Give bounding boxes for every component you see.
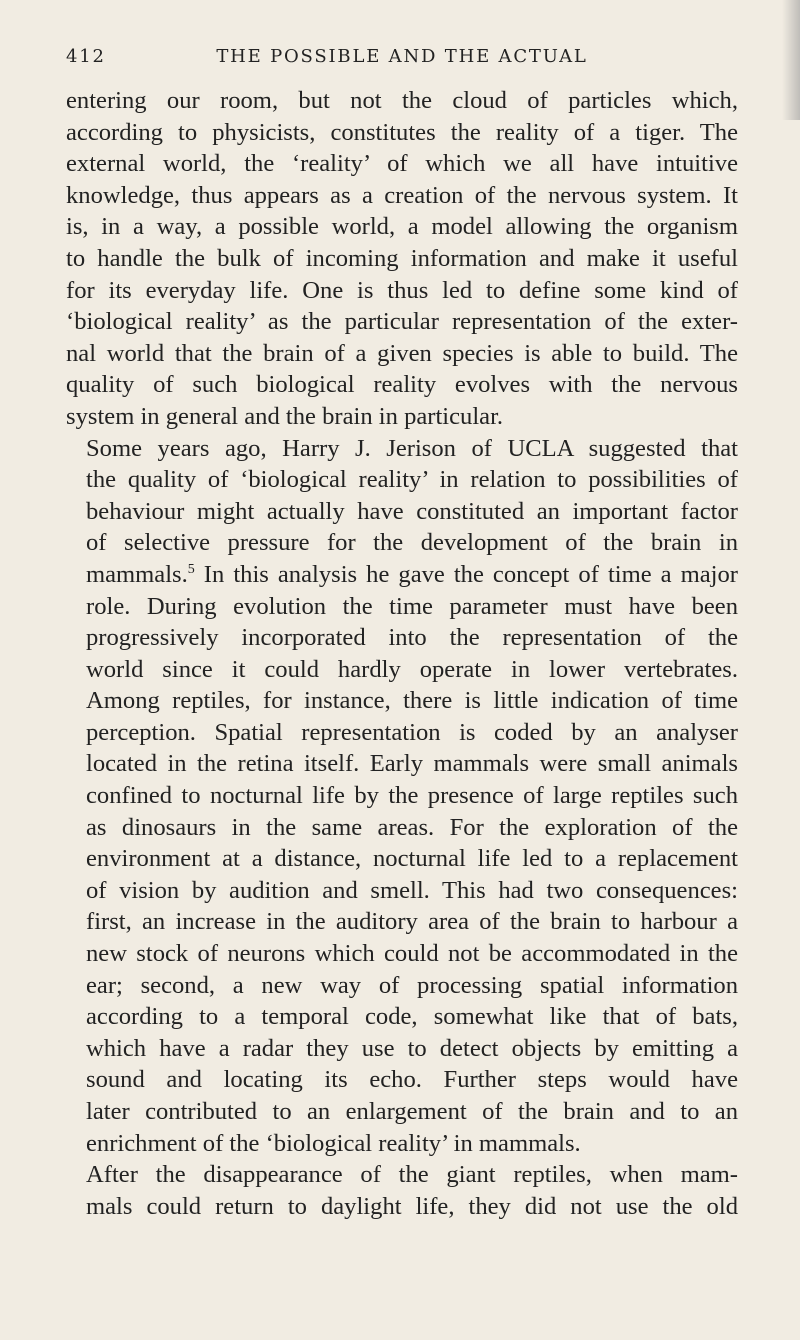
text-line: Among reptiles, for instance, there is little indication of time [86,687,738,715]
text-line-with-footnote [66,559,738,591]
text-line: environment at a distance, nocturnal life led to a replacement [86,845,738,873]
page-edge-shadow [782,0,800,120]
text-line: of vision by audition and smell. This had two consequences: [86,876,738,904]
text-line: first, an increase in the auditory area of the brain to harbour a [86,908,738,936]
text-line: new stock of neurons which could not be accommodated in the [86,940,738,968]
text-line: the quality of ‘biological reality’ in relation to possibilities of [86,466,738,494]
page-number: 412 [66,46,106,67]
paragraph-3 [66,1159,738,1222]
text-line: world since it could hardly operate in lower vertebrates. [86,655,738,683]
text-line: progressively incorporated into the representation of the [86,624,738,652]
paragraph-2 [66,433,738,1160]
text-line: After the disappearance of the giant reptiles, when mam- [86,1161,738,1189]
book-page [66,40,738,1222]
text-line: is, in a way, a possible world, a model allowing the organism [66,213,738,241]
text-line: according to a temporal code, somewhat like that of bats, [86,1003,738,1031]
text-line: ‘biological reality’ as the particular representation of the exter- [66,308,738,336]
text-line: entering our room, but not the cloud of particles which, [66,87,738,114]
text-line-segment: mammals. [86,560,188,588]
text-line-segment: In this analysis he gave the concept of time a major [194,560,738,588]
text-line: Some years ago, Harry J. Jerison of UCLA suggested that [86,434,738,462]
text-line: nal world that the brain of a given species is able to build. The [66,339,738,367]
text-line: which have a radar they use to detect objects by emitting a [86,1034,738,1062]
text-line: as dinosaurs in the same areas. For the exploration of the [86,813,738,841]
running-title: THE POSSIBLE AND THE ACTUAL [216,46,588,67]
text-line: quality of such biological reality evolves with the nervous [66,371,738,399]
text-line: of selective pressure for the development of the brain in [86,529,738,557]
text-line: for its everyday life. One is thus led to define some kind of [66,276,738,304]
text-line: mals could return to daylight life, they did not use the old [86,1192,738,1220]
text-line: confined to nocturnal life by the presence of large reptiles such [86,782,738,810]
text-line: knowledge, thus appears as a creation of the nervous system. It [66,181,738,209]
footnote-marker: 5 [187,561,195,577]
text-line: system in general and the brain in particular. [66,402,504,430]
text-line: sound and locating its echo. Further steps would have [86,1066,738,1094]
paragraph-1 [66,85,738,433]
text-line: external world, the ‘reality’ of which we all have intuitive [66,150,738,178]
text-line: role. During evolution the time parameter must have been [86,592,738,620]
running-head [66,40,738,74]
text-line: to handle the bulk of incoming information and make it useful [66,244,738,272]
text-line: ear; second, a new way of processing spatial information [86,971,738,999]
text-line: enrichment of the ‘biological reality’ in mammals. [86,1129,581,1157]
body-text [66,85,738,1222]
text-line: perception. Spatial representation is coded by an analyser [86,718,738,746]
text-line: located in the retina itself. Early mammals were small animals [86,750,738,778]
text-line: later contributed to an enlargement of the brain and to an [86,1098,738,1125]
text-line: according to physicists, constitutes the reality of a tiger. The [66,118,738,146]
text-line: behaviour might actually have constituted an important factor [86,497,738,525]
